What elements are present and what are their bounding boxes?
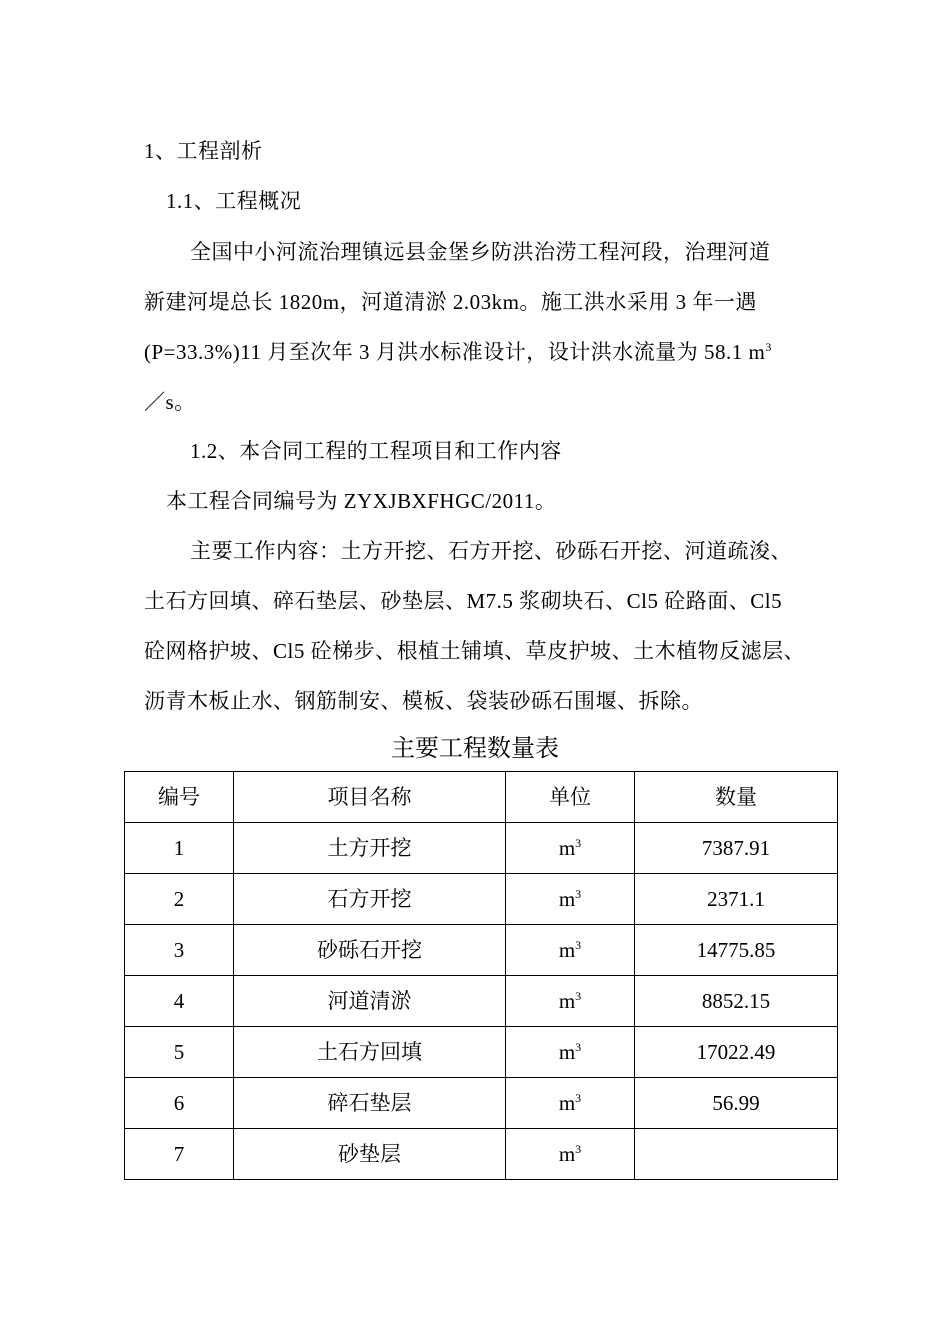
quantity-table-body: [125, 772, 838, 1180]
unit-superscript: 3: [575, 1091, 582, 1105]
unit-superscript: 3: [575, 989, 582, 1003]
overview-line-3-text: (P=33.3%)11 月至次年 3 月洪水标准设计，设计洪水流量为 58.1 m: [144, 340, 766, 364]
row-item-name-cell: 土石方回填: [234, 1027, 506, 1078]
overview-paragraph-line-4: ／s。: [144, 390, 196, 414]
unit-text: m: [558, 1091, 576, 1115]
row-item-name-cell: 石方开挖: [234, 874, 506, 925]
header-cell-quantity: 数量: [635, 772, 838, 823]
unit-superscript: 3: [575, 887, 582, 901]
unit-superscript: 3: [575, 938, 582, 952]
overview-paragraph-line-1: 全国中小河流治理镇远县金堡乡防洪治涝工程河段，治理河道: [190, 240, 771, 264]
row-unit-cell: [506, 823, 635, 874]
work-paragraph-line-1: 主要工作内容：土方开挖、石方开挖、砂砾石开挖、河道疏浚、: [190, 539, 792, 563]
row-quantity-cell: [635, 1129, 838, 1180]
row-item-name-cell: 砂垫层: [234, 1129, 506, 1180]
row-unit-cell: [506, 925, 635, 976]
table-header-row: [125, 772, 838, 823]
row-number-cell: 2: [125, 874, 234, 925]
header-cell-unit: 单位: [506, 772, 635, 823]
table-title: 主要工程数量表: [391, 736, 559, 762]
row-quantity-cell: 56.99: [635, 1078, 838, 1129]
row-number-cell: 6: [125, 1078, 234, 1129]
header-cell-item-name: 项目名称: [234, 772, 506, 823]
table-row: [125, 1129, 838, 1180]
row-unit-cell: [506, 874, 635, 925]
row-quantity-cell: 2371.1: [635, 874, 838, 925]
table-row: [125, 874, 838, 925]
unit-text: m: [558, 938, 576, 962]
row-quantity-cell: 8852.15: [635, 976, 838, 1027]
unit-text: m: [558, 1040, 576, 1064]
unit-superscript: 3: [575, 1040, 582, 1054]
row-item-name-cell: 砂砾石开挖: [234, 925, 506, 976]
work-paragraph-line-2: 土石方回填、碎石垫层、砂垫层、M7.5 浆砌块石、Cl5 砼路面、Cl5: [144, 589, 783, 613]
unit-text: m: [558, 836, 576, 860]
row-unit-cell: [506, 976, 635, 1027]
row-quantity-cell: 7387.91: [635, 823, 838, 874]
row-number-cell: 3: [125, 925, 234, 976]
row-unit-cell: [506, 1129, 635, 1180]
unit-text: m: [558, 989, 576, 1013]
work-paragraph-line-4: 沥青木板止水、钢筋制安、模板、袋装砂砾石围堰、拆除。: [144, 689, 703, 713]
overview-paragraph-line-3: [144, 339, 772, 365]
row-number-cell: 4: [125, 976, 234, 1027]
row-number-cell: 5: [125, 1027, 234, 1078]
table-row: [125, 976, 838, 1027]
row-number-cell: 7: [125, 1129, 234, 1180]
table-row: [125, 925, 838, 976]
row-item-name-cell: 碎石垫层: [234, 1078, 506, 1129]
row-item-name-cell: 河道清淤: [234, 976, 506, 1027]
row-item-name-cell: 土方开挖: [234, 823, 506, 874]
row-unit-cell: [506, 1078, 635, 1129]
header-cell-number: 编号: [125, 772, 234, 823]
table-row: [125, 823, 838, 874]
unit-text: m: [558, 887, 576, 911]
unit-text: m: [558, 1142, 576, 1166]
section-heading-1-2: 1.2、本合同工程的工程项目和工作内容: [190, 439, 562, 463]
work-paragraph-line-3: 砼网格护坡、Cl5 砼梯步、根植土铺填、草皮护坡、土木植物反滤层、: [144, 639, 806, 663]
overview-paragraph-line-2: 新建河堤总长 1820m，河道清淤 2.03km。施工洪水采用 3 年一遇: [144, 290, 757, 314]
unit-superscript: 3: [575, 1142, 582, 1156]
quantity-table: [124, 771, 838, 1180]
row-quantity-cell: 14775.85: [635, 925, 838, 976]
section-heading-1: 1、工程剖析: [144, 139, 263, 163]
row-unit-cell: [506, 1027, 635, 1078]
row-number-cell: 1: [125, 823, 234, 874]
section-heading-1-1: 1.1、工程概况: [166, 189, 302, 213]
table-row: [125, 1078, 838, 1129]
table-row: [125, 1027, 838, 1078]
unit-superscript: 3: [575, 836, 582, 850]
cubic-superscript: 3: [765, 340, 772, 354]
row-quantity-cell: 17022.49: [635, 1027, 838, 1078]
contract-number-line: 本工程合同编号为 ZYXJBXFHGC/2011。: [166, 489, 557, 513]
